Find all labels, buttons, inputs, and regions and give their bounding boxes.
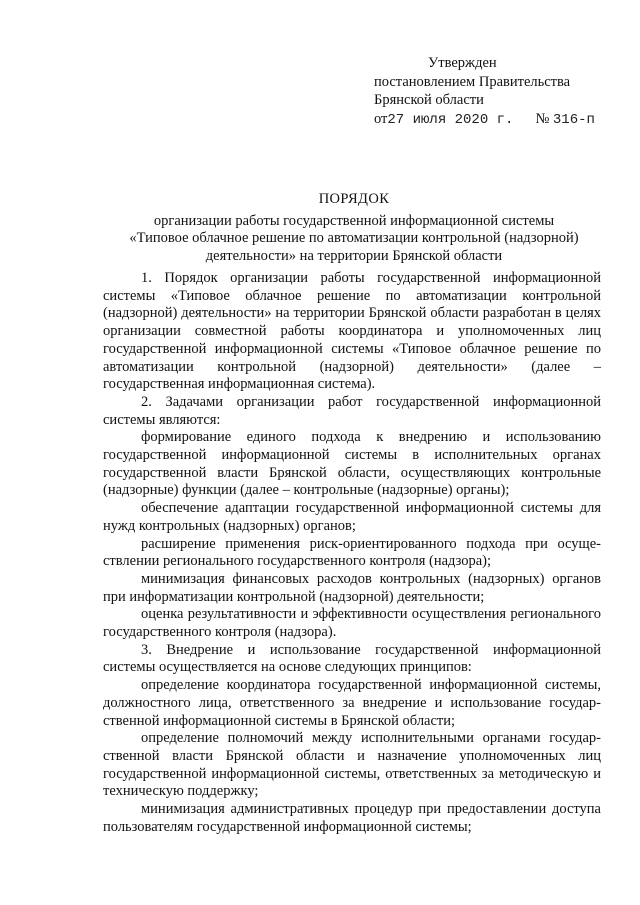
document-subtitle-line-1: организации работы государственной информационной системы (153, 212, 555, 229)
approval-number-sign: № (535, 110, 550, 127)
paragraph-5: расширение применения риск-ориентированного подхода при осуществлении регионального государственного контроля (надзора); (103, 535, 601, 570)
paragraph-6: минимизация финансовых расходов контрольных (надзорных) органов при информатизации контрольной (надзорной) деятельности; (103, 570, 601, 605)
document-body (103, 270, 601, 837)
approval-stamp-block (374, 54, 624, 129)
paragraph-7: оценка результативности и эффективности осуществления регионального государственного контроля (надзора). (103, 606, 601, 641)
approval-number-value: 316-п (552, 111, 595, 128)
paragraph-1: 1. Порядок организации работы государственной информационной системы «Типовое облачное решение по автоматизации контрольной (надзорной) деятельности» на территории Брянской области разработан в целях организации совместной работы координатора и уполномоченных лиц государственной информационной системы «Типовое облачное решение по автоматизации контрольной (надзорной) деятельности» (далее – государственная информационная система). (103, 270, 601, 393)
paragraph-3: формирование единого подхода к внедрению и использованию государственной информационной системы в исполнительных органах государственной власти Брянской области, осуществляющих контрольные (надзорные) функции (далее – контрольные (надзорные) органы); (103, 429, 601, 499)
approval-line-resolution: постановлением Правительства (374, 73, 571, 90)
document-title-block (96, 191, 612, 265)
document-subtitle-line-3: деятельности» на территории Брянской области (205, 247, 503, 264)
paragraph-4: обеспечение адаптации государственной информационной системы для нужд контрольных (надзорных) органов; (103, 500, 601, 534)
approval-line-region: Брянской области (374, 92, 484, 108)
document-subtitle-line-2: «Типовое облачное решение по автоматизации контрольной (надзорной) (129, 230, 579, 246)
paragraph-9: определение координатора государственной информационной системы, должностного лица, ответственного за внедрение и использование государственной информационной системы в Брянской области; (103, 677, 601, 729)
approval-date-value: 27 июля 2020 г. (387, 111, 514, 128)
approval-date-prefix: от (374, 110, 388, 127)
document-heading: ПОРЯДОК (318, 191, 390, 207)
paragraph-11: минимизация административных процедур при предоставлении доступа пользователям государственной информационной системы; (103, 801, 601, 835)
paragraph-10: определение полномочий между исполнительными органами государственной власти Брянской области и назначение уполномоченных лиц государственной информационной системы, ответственных за методическую и техническую поддержку; (103, 730, 601, 800)
paragraph-8: 3. Внедрение и использование государственной информационной системы осуществляется на основе следующих принципов: (103, 641, 601, 676)
approval-line-approved: Утвержден (428, 55, 497, 71)
approval-date-line (374, 110, 624, 130)
paragraph-2: 2. Задачами организации работ государственной информационной системы являются: (103, 393, 601, 428)
